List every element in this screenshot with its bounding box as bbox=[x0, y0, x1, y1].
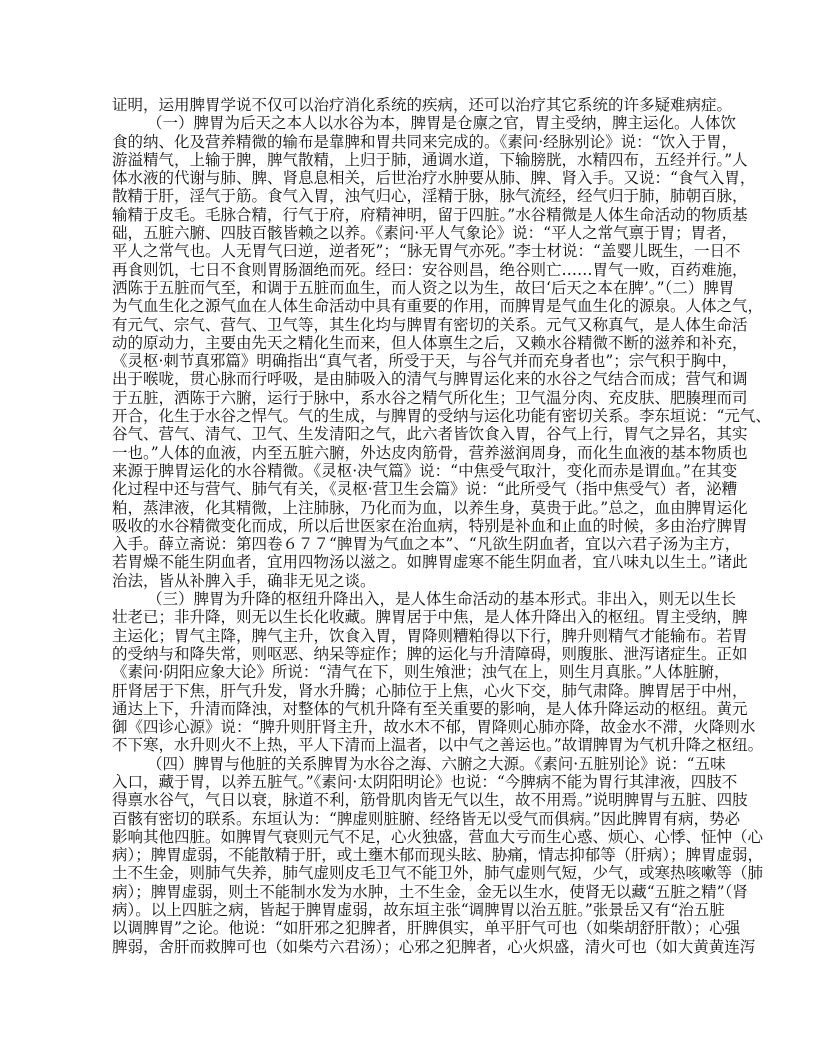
text-line: 壮老已；非升降，则无以生长化收藏。脾胃居于中焦，是人体升降出入的枢纽。胃主受纳，脾 bbox=[112, 608, 748, 627]
text-line: 《灵枢·刺节真邪篇》明确指出“真气者，所受于天，与谷气并而充身者也”；宗气积于胸中， bbox=[112, 352, 738, 371]
text-line: 础，五脏六腑、四肢百骸皆赖之以养。《素问·平人气象论》说：“平人之常气禀于胃；胃者， bbox=[112, 224, 738, 243]
text-line: （四）脾胃与他脏的关系脾胃为水谷之海、六腑之大源。《素问·五脏别论》说：“五味 bbox=[147, 754, 726, 773]
text-line: 平人之常气也。人无胃气曰逆，逆者死”；“脉无胃气亦死。”李士材说：“盖婴儿既生，一日不 bbox=[112, 242, 741, 261]
text-line: （一）脾胃为后天之本人以水谷为本，脾胃是仓廪之官，胃主受纳，脾主运化。人体饮 bbox=[147, 114, 737, 133]
text-line: 病）；脾胃虚弱，则土不能制水发为水肿，土不生金，金无以生水，使肾无以藏“五脏之精”（肾 bbox=[112, 882, 748, 901]
text-line: 散精于肝，淫气于筋。食气入胃，浊气归心，淫精于脉，脉气流经，经气归于肺，肺朝百脉， bbox=[112, 187, 748, 206]
paragraph bbox=[112, 96, 733, 114]
text-line: 粕，蒸津液，化其精微，上注肺脉，乃化而为血，以养生身，莫贵于此。”总之，血由脾胃运化 bbox=[112, 498, 748, 517]
text-line: 御《四诊心源》说：“脾升则肝肾主升，故水木不郁，胃降则心肺亦降，故金水不滞，火降则水 bbox=[112, 718, 756, 737]
text-line: 一也。”人体的血液，内至五脏六腑，外达皮肉筋骨，营养滋润周身，而化生血液的基本物质也 bbox=[112, 443, 748, 462]
text-line: 证明，运用脾胃学说不仅可以治疗消化系统的疾病，还可以治疗其它系统的许多疑难病症。 bbox=[112, 96, 733, 114]
text-line: 游溢精气，上输于脾，脾气散精，上归于肺，通调水道，下输膀胱，水精四布，五经并行。”人 bbox=[112, 150, 748, 169]
text-line: 以调脾胃”之论。他说：“如肝邪之犯脾者，肝脾俱实，单平肝气可也（如柴胡舒肝散）；心强 bbox=[112, 919, 741, 938]
text-line: 入手。薛立斋说：第四卷６７７“脾胃为气血之本”、“凡欲生阴血者，宜以六君子汤为主方， bbox=[112, 535, 741, 554]
document-page bbox=[112, 96, 771, 956]
text-line: 吸收的水谷精微变化而成，所以后世医家在治血病，特别是补血和止血的时候，多由治疗脾胃 bbox=[112, 516, 748, 535]
text-line: 谷气、营气、清气、卫气、生发清阳之气，此六者皆饮食入胃，谷气上行，胃气之异名，其实 bbox=[112, 425, 748, 444]
text-line: 治法，皆从补脾入手，确非无见之谈。 bbox=[112, 571, 376, 590]
text-line: 开合，化生于水谷之悍气。气的生成，与脾胃的受纳与运化功能有密切关系。李东垣说：“元气、 bbox=[112, 407, 771, 426]
text-line: 病）；脾胃虚弱，不能散精于肝，或土壅木郁而现头眩、胁痛，情志抑郁等（肝病）；脾胃虚弱， bbox=[112, 846, 764, 865]
text-line: 来源于脾胃运化的水谷精微。《灵枢·决气篇》说：“中焦受气取汁，变化而赤是谓血。”在其变 bbox=[112, 461, 738, 480]
paragraph bbox=[112, 754, 764, 956]
text-line: 肝肾居于下焦，肝气升发，肾水升腾；心肺位于上焦，心火下交，肺气肃降。脾胃居于中州， bbox=[112, 681, 748, 700]
text-line: 通达上下，升清而降浊，对整体的气机升降有至关重要的影响，是人体升降运动的枢纽。黄元 bbox=[112, 699, 748, 718]
text-line: 体水液的代谢与肺、脾、肾息息相关，后世治疗水肿要从肺、脾、肾入手。又说：“食气入胃， bbox=[112, 169, 756, 188]
text-line: 再食则饥，七日不食则胃肠涸绝而死。经曰：安谷则昌，绝谷则亡……胃气一败，百药难施， bbox=[112, 260, 748, 279]
paragraph bbox=[112, 114, 771, 590]
text-line: 输精于皮毛。毛脉合精，行气于府，府精神明，留于四脏。”水谷精微是人体生命活动的物质基 bbox=[112, 205, 748, 224]
text-line: 有元气、宗气、营气、卫气等，其生化均与脾胃有密切的关系。元气又称真气，是人体生命活 bbox=[112, 315, 748, 334]
paragraph bbox=[112, 590, 764, 755]
text-line: 《素问·阴阳应象大论》所说：“清气在下，则生飧泄；浊气在上，则生月真胀。”人体脏腑， bbox=[112, 663, 730, 682]
text-line: 病）。以上四脏之病，皆起于脾胃虚弱，故东垣主张“调脾胃以治五脏。”张景岳又有“治五脏 bbox=[112, 901, 725, 920]
text-line: 食的纳、化及营养精微的输布是靠脾和胃共同来完成的。《素问·经脉别论》说：“饮入于胃， bbox=[112, 132, 738, 151]
text-line: 得禀水谷气，气日以衰，脉道不利，筋骨肌肉皆无气以生，故不用焉。”说明脾胃与五脏、四肢 bbox=[112, 791, 748, 810]
text-line: 入口，藏于胃，以养五脏气。”《素问·太阴阳明论》也说：“今脾病不能为胃行其津液，四肢不 bbox=[112, 772, 738, 791]
text-line: 出于喉咙，贯心脉而行呼吸，是由肺吸入的清气与脾胃运化来的水谷之气结合而成；营气和调 bbox=[112, 370, 748, 389]
text-line: 脾弱，舍肝而救脾可也（如柴芍六君汤）；心邪之犯脾者，心火炽盛，清火可也（如大黄黄连泻 bbox=[112, 937, 756, 956]
text-line: 为气血生化之源气血在人体生命活动中具有重要的作用，而脾胃是气血生化的源泉。人体之气， bbox=[112, 297, 764, 316]
text-line: 化过程中还与营气、肺气有关，《灵枢·营卫生会篇》说：“此所受气（指中焦受气）者，泌糟 bbox=[112, 480, 738, 499]
text-line: 影响其他四脏。如脾胃气衰则元气不足，心火独盛，营血大亏而生心惑、烦心、心悸、怔忡（心 bbox=[112, 827, 764, 846]
text-line: 若胃燥不能生阴血者，宜用四物汤以滋之。如脾胃虚寒不能生阴血者，宜八味丸以生土。”诸此 bbox=[112, 553, 748, 572]
text-line: 土不生金，则肺气失养，肺气虚则皮毛卫气不能卫外，肺气虚则气短，少气，或寒热咳嗽等（肺 bbox=[112, 864, 764, 883]
text-line: 动的原动力，主要由先天之精化生而来，但人体禀生之后，又赖水谷精微不断的滋养和补充， bbox=[112, 333, 748, 352]
text-line: 主运化；胃气主降，脾气主升，饮食入胃，胃降则糟粕得以下行，脾升则精气才能输布。若胃 bbox=[112, 626, 748, 645]
text-line: （三）脾胃为升降的枢纽升降出入，是人体生命活动的基本形式。非出入，则无以生长 bbox=[147, 590, 737, 609]
text-line: 的受纳与和降失常，则呕恶、纳呆等症作；脾的运化与升清障碍，则腹胀、泄泻诸症生。正如 bbox=[112, 644, 748, 663]
text-line: 不下寒，水升则火不上热，平人下清而上温者，以中气之善运也。”故谓脾胃为气机升降之枢纽。 bbox=[112, 736, 764, 755]
text-line: 于五脏，洒陈于六腑，运行于脉中，系水谷之精气所化生；卫气温分肉、充皮肤、肥腠理而司 bbox=[112, 388, 748, 407]
text-line: 洒陈于五脏而气至，和调于五脏而血生，而人资之以为生，故曰‘后天之本在脾’。”（二）脾胃 bbox=[112, 278, 735, 297]
text-line: 百骸有密切的联系。东垣认为：“脾虚则脏腑、经络皆无以受气而俱病。”因此脾胃有病，势必 bbox=[112, 809, 741, 828]
